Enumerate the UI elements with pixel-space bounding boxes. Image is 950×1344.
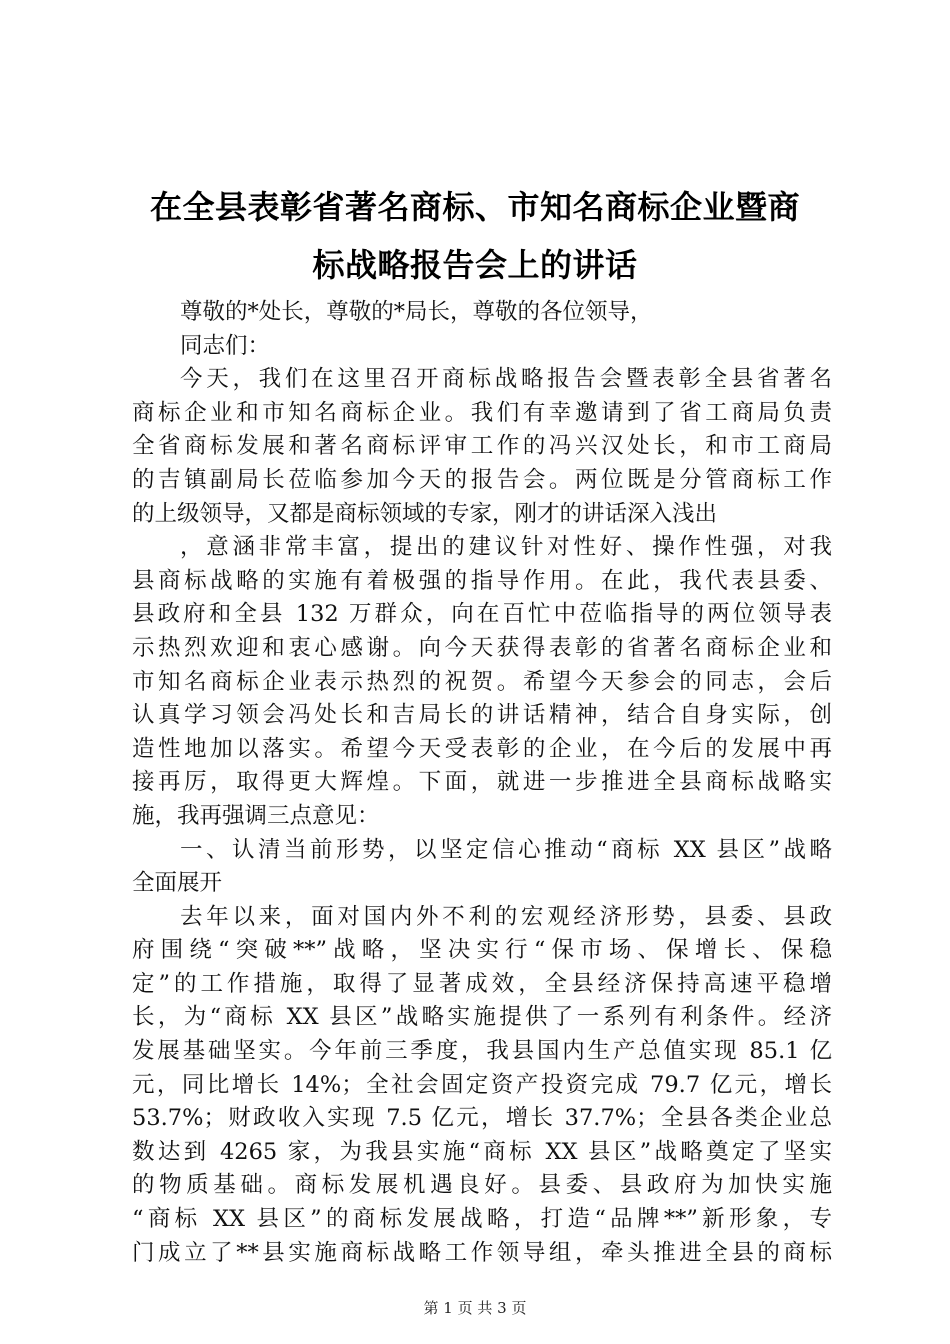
title-line: 在全县表彰省著名商标、市知名商标企业暨商 <box>149 188 800 226</box>
document-body <box>132 296 832 1270</box>
body-text-line: 门成立了**县实施商标战略工作领导组，牵头推进全县的商标 <box>132 1239 832 1266</box>
body-text-line: 府围绕“突破**”战略，坚决实行“保市场、保增长、保稳 <box>132 937 832 964</box>
body-text-line: 尊敬的*处长，尊敬的*局长，尊敬的各位领导， <box>180 299 653 325</box>
body-text-line: 的吉镇副局长莅临参加今天的报告会。两位既是分管商标工作 <box>132 466 832 493</box>
body-text-line: 同志们： <box>180 332 271 359</box>
page-footer: 第 1 页 共 3 页 <box>423 1299 527 1317</box>
body-text-line: 市知名商标企业表示热烈的祝贺。希望今天参会的同志，会后 <box>132 668 832 695</box>
body-text-line: 示热烈欢迎和衷心感谢。向今天获得表彰的省著名商标企业和 <box>132 634 832 661</box>
body-text-line: 商标企业和市知名商标企业。我们有幸邀请到了省工商局负责 <box>132 399 832 426</box>
body-text-line: ，意涵非常丰富，提出的建议针对性好、操作性强，对我 <box>180 534 832 561</box>
body-text-line: 去年以来，面对国内外不利的宏观经济形势，县委、县政 <box>180 903 832 930</box>
body-text-line: 造性地加以落实。希望今天受表彰的企业，在今后的发展中再 <box>132 735 832 762</box>
body-text-line: 县商标战略的实施有着极强的指导作用。在此，我代表县委、 <box>132 567 832 594</box>
body-text-line: 施，我再强调三点意见： <box>132 802 380 829</box>
body-text-line: 53.7%；财政收入实现 7.5 亿元，增长 37.7%；全县各类企业总 <box>132 1105 832 1132</box>
body-text-line: 一、认清当前形势，以坚定信心推动“商标 XX 县区”战略 <box>180 836 832 863</box>
body-text-line: 的物质基础。商标发展机遇良好。县委、县政府为加快实施 <box>132 1172 832 1199</box>
title-line: 标战略报告会上的讲话 <box>312 246 638 284</box>
body-text-line: 接再厉，取得更大辉煌。下面，就进一步推进全县商标战略实 <box>132 769 832 796</box>
body-text-line: 认真学习领会冯处长和吉局长的讲话精神，结合自身实际，创 <box>132 702 832 729</box>
body-text-line: “商标 XX 县区”的商标发展战略，打造“品牌**”新形象，专 <box>132 1206 832 1233</box>
body-text-line: 全面展开 <box>132 870 223 897</box>
body-text-line: 定”的工作措施，取得了显著成效，全县经济保持高速平稳增 <box>132 970 832 997</box>
body-text-line: 元，同比增长 14%；全社会固定资产投资完成 79.7 亿元，增长 <box>132 1071 832 1098</box>
body-text-line: 县政府和全县 132 万群众，向在百忙中莅临指导的两位领导表 <box>132 601 832 628</box>
body-text-line: 的上级领导，又都是商标领域的专家，刚才的讲话深入浅出 <box>132 500 718 527</box>
body-text-line: 长，为“商标 XX 县区”战略实施提供了一系列有利条件。经济 <box>132 1004 832 1031</box>
body-text-line: 数达到 4265 家，为我县实施“商标 XX 县区”战略奠定了坚实 <box>132 1138 832 1165</box>
body-text-line: 今天，我们在这里召开商标战略报告会暨表彰全县省著名 <box>180 366 832 393</box>
body-text-line: 发展基础坚实。今年前三季度，我县国内生产总值实现 85.1 亿 <box>132 1038 832 1065</box>
body-text-line: 全省商标发展和著名商标评审工作的冯兴汉处长，和市工商局 <box>132 433 832 460</box>
document-title <box>120 178 830 294</box>
